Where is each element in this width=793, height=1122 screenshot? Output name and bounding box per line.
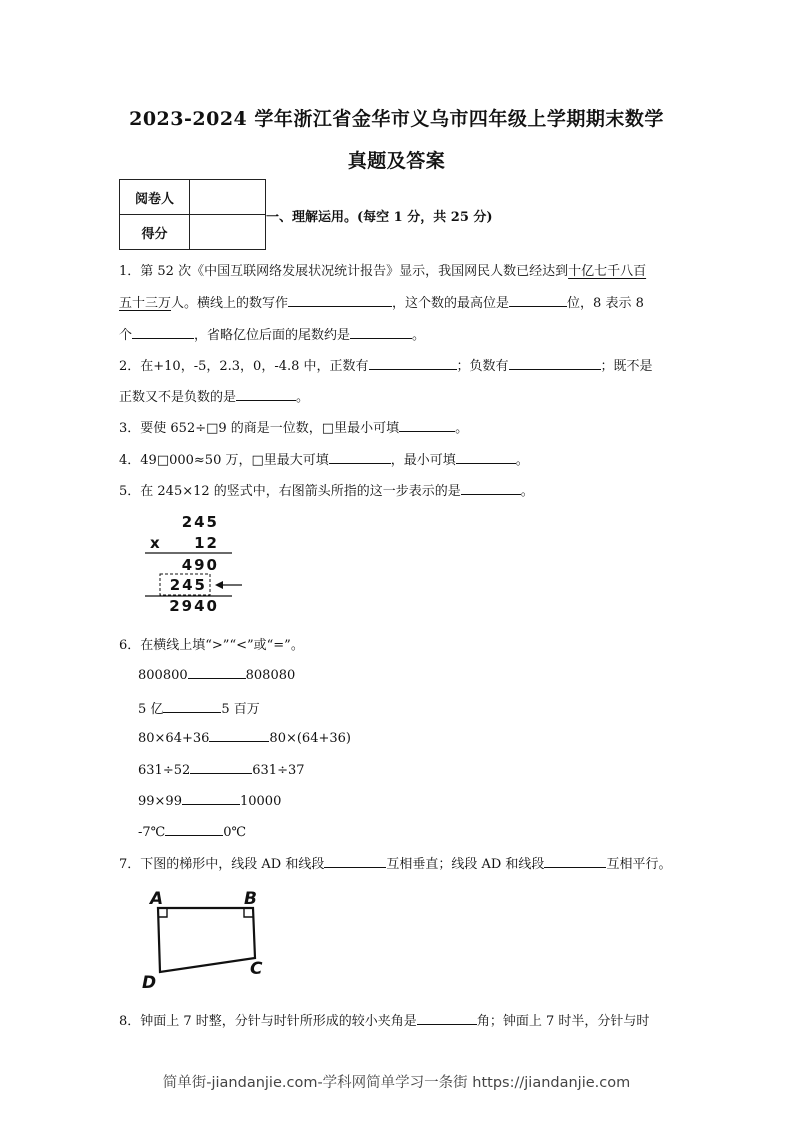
right-angle-mark-b (244, 908, 253, 917)
q3-line: 3．要使 652÷□9 的商是一位数，□里最小可填 。 (119, 421, 469, 436)
q1-line3: 个 ，省略亿位后面的尾数约是 。 (119, 328, 426, 343)
label-a: A (150, 889, 164, 909)
q5-line: 5．在 245×12 的竖式中，右图箭头所指的这一步表示的是 。 (119, 484, 534, 499)
q6-item-2: 5 亿 5 百万 (138, 702, 260, 717)
q7-line: 7．下图的梯形中，线段 AD 和线段 互相垂直；线段 AD 和线段 互相平行。 (119, 857, 672, 872)
trapezoid-shape (158, 908, 255, 972)
q6-item-1: 800800 808080 (138, 668, 296, 683)
q6-item-6: -7℃ 0℃ (138, 825, 247, 840)
q2-line2: 正数又不是负数的是 。 (119, 390, 310, 405)
q6-intro: 6．在横线上填“>”“<”或“=”。 (119, 638, 304, 653)
multiplication-figure (140, 508, 250, 618)
label-c: C (250, 959, 263, 979)
doc-title-line2: 真题及答案 (347, 150, 446, 172)
reviewer-box (190, 180, 266, 215)
q2-line1: 2．在+10，-5，2.3，0，-4.8 中，正数有 ；负数有 ；既不是 (119, 359, 653, 374)
q4-line: 4．49□000≈50 万，□里最大可填 ，最小可填 。 (119, 453, 529, 468)
q1-line1: 1．第 52 次《中国互联网络发展状况统计报告》显示，我国网民人数已经达到十亿七千八百 (119, 264, 647, 279)
q6-item-3: 80×64+36 80×(64+36) (138, 731, 351, 746)
score-table (119, 179, 266, 250)
arrow-head (215, 581, 223, 589)
score-box (190, 215, 266, 250)
trapezoid-figure (138, 886, 278, 998)
q1-line2: 五十三万人。横线上的数写作 ，这个数的最高位是 位，8 表示 8 (119, 296, 644, 311)
calc-row4: 245 (169, 576, 207, 594)
label-d: D (142, 973, 157, 993)
calc-row5: 2940 (169, 597, 219, 615)
q6-item-4: 631÷52 631÷37 (138, 763, 305, 778)
section-title: 一、理解运用。(每空 1 分，共 25 分) (266, 210, 493, 225)
calc-row1: 245 (181, 513, 219, 531)
q8-line: 8．钟面上 7 时整，分针与时针所形成的较小夹角是 角；钟面上 7 时半，分针与时 (119, 1014, 650, 1029)
doc-title-line1: 2023-2024 学年浙江省金华市义乌市四年级上学期期末数学 (129, 108, 664, 130)
score-label: 得分 (120, 215, 190, 250)
calc-times: x (150, 534, 162, 552)
calc-row3: 490 (181, 556, 219, 574)
reviewer-label: 阅卷人 (120, 180, 190, 215)
right-angle-mark-a (158, 908, 167, 917)
label-b: B (244, 889, 257, 909)
calc-row2: 12 (194, 534, 219, 552)
q6-item-5: 99×99 10000 (138, 794, 282, 809)
footer-watermark: 简单街-jiandanjie.com-学科网简单学习一条街 https://jiandanjie.com (162, 1075, 631, 1091)
